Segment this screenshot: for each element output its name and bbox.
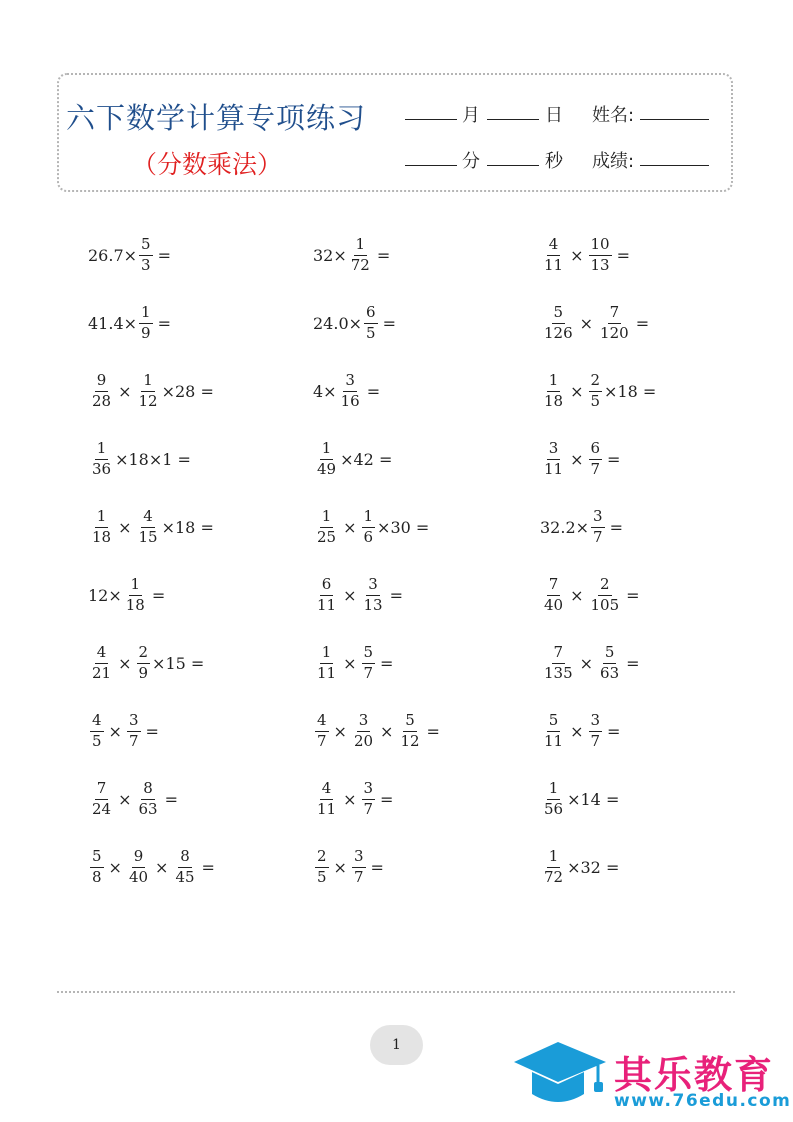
- fraction-denominator: 63: [138, 799, 158, 818]
- expression-text: =: [370, 857, 384, 877]
- fraction-numerator: 1: [129, 576, 143, 595]
- fraction: [315, 848, 329, 886]
- fraction: [542, 712, 565, 750]
- fraction: [362, 780, 376, 818]
- fraction-numerator: 8: [178, 848, 192, 867]
- fraction-numerator: 1: [547, 372, 561, 391]
- fraction: [173, 848, 196, 886]
- expression-text: ×: [343, 789, 357, 809]
- expression-text: =: [607, 721, 621, 741]
- problem-item: [540, 298, 652, 348]
- expression-text: =: [389, 585, 403, 605]
- fraction-denominator: 20: [353, 731, 374, 750]
- fraction: [90, 780, 113, 818]
- problem-item: [88, 502, 214, 552]
- expression-text: ×: [570, 721, 584, 741]
- problem-item: [88, 230, 174, 280]
- fraction-denominator: 7: [363, 663, 374, 682]
- fraction-denominator: 7: [317, 731, 327, 750]
- fraction: [315, 440, 338, 478]
- fraction: [315, 508, 338, 546]
- score-blank[interactable]: [640, 165, 709, 166]
- fraction: [315, 712, 329, 750]
- fraction: [589, 372, 603, 410]
- fraction-numerator: 4: [547, 236, 561, 255]
- problem-item: [540, 366, 656, 416]
- problem-item: [540, 502, 626, 552]
- fraction-numerator: 3: [362, 780, 376, 799]
- fraction: [137, 780, 160, 818]
- expression-text: ×: [118, 517, 132, 537]
- second-label: 秒: [545, 151, 563, 172]
- fraction: [362, 644, 376, 682]
- problem-item: [313, 842, 387, 892]
- fraction-numerator: 1: [320, 508, 334, 527]
- expression-text: ×: [155, 857, 169, 877]
- fraction-numerator: 7: [547, 576, 561, 595]
- fraction-numerator: 1: [320, 440, 334, 459]
- problem-item: [540, 638, 643, 688]
- fraction-denominator: 7: [363, 799, 374, 818]
- fraction-denominator: 18: [125, 595, 145, 614]
- expression-text: =: [157, 313, 171, 333]
- expression-text: ×14 =: [567, 789, 620, 809]
- fraction-numerator: 4: [95, 644, 109, 663]
- fraction: [542, 644, 575, 682]
- fraction-denominator: 5: [92, 731, 102, 750]
- fraction-numerator: 5: [362, 644, 376, 663]
- problem-item: [313, 706, 443, 756]
- fraction-numerator: 1: [95, 508, 109, 527]
- expression-text: 32×: [313, 245, 347, 265]
- problem-item: [313, 298, 399, 348]
- fraction: [542, 848, 565, 886]
- expression-text: 41.4×: [88, 313, 138, 333]
- minute-blank[interactable]: [405, 165, 457, 166]
- fraction: [90, 712, 104, 750]
- fraction-numerator: 7: [95, 780, 109, 799]
- problem-item: [88, 366, 214, 416]
- fraction: [127, 848, 150, 886]
- fraction-denominator: 13: [590, 255, 610, 274]
- fraction: [352, 712, 375, 750]
- fraction: [352, 848, 366, 886]
- fraction: [589, 712, 603, 750]
- fraction-denominator: 15: [138, 527, 158, 546]
- fraction-denominator: 11: [544, 731, 564, 750]
- expression-text: =: [164, 789, 178, 809]
- problem-item: [313, 230, 393, 280]
- fraction-denominator: 7: [353, 867, 364, 886]
- fraction-numerator: 5: [552, 304, 566, 323]
- fraction: [591, 508, 605, 546]
- expression-text: 32.2×: [540, 517, 590, 537]
- problem-item: [313, 570, 406, 620]
- fraction-denominator: 6: [363, 527, 374, 546]
- fraction-numerator: 4: [320, 780, 334, 799]
- fraction: [589, 236, 612, 274]
- expression-text: =: [382, 313, 396, 333]
- fraction-denominator: 11: [317, 663, 337, 682]
- fraction: [127, 712, 141, 750]
- month-label: 月: [462, 105, 480, 126]
- expression-text: ×: [333, 857, 347, 877]
- fraction-denominator: 11: [317, 595, 337, 614]
- fraction: [542, 236, 565, 274]
- expression-text: =: [157, 245, 171, 265]
- problem-item: [88, 434, 191, 484]
- expression-text: =: [201, 857, 215, 877]
- fraction-numerator: 4: [141, 508, 155, 527]
- fraction: [598, 304, 631, 342]
- expression-text: =: [380, 653, 394, 673]
- expression-text: ×: [570, 585, 584, 605]
- worksheet-title: 六下数学计算专项练习: [66, 101, 367, 135]
- expression-text: ×: [579, 313, 594, 333]
- fraction-numerator: 6: [589, 440, 603, 459]
- fraction-denominator: 45: [175, 867, 195, 886]
- problem-item: [540, 434, 623, 484]
- fraction: [315, 644, 338, 682]
- fraction: [90, 372, 113, 410]
- fraction-denominator: 24: [92, 799, 112, 818]
- fraction: [339, 372, 362, 410]
- fraction: [542, 304, 575, 342]
- fraction-denominator: 12: [138, 391, 158, 410]
- fraction-numerator: 1: [547, 848, 561, 867]
- problem-item: [313, 434, 392, 484]
- fraction-numerator: 2: [589, 372, 603, 391]
- fraction-numerator: 1: [95, 440, 109, 459]
- expression-text: =: [626, 585, 640, 605]
- fraction-denominator: 120: [600, 323, 629, 342]
- fraction-denominator: 21: [92, 663, 112, 682]
- brand-url: www.76edu.com: [614, 1091, 792, 1111]
- fraction: [364, 304, 378, 342]
- expression-text: =: [151, 585, 166, 605]
- expression-text: ×28 =: [161, 381, 214, 401]
- fraction-numerator: 2: [137, 644, 151, 663]
- fraction-denominator: 3: [141, 255, 151, 274]
- fraction-numerator: 1: [547, 780, 561, 799]
- fraction: [124, 576, 147, 614]
- fraction-numerator: 5: [139, 236, 153, 255]
- fraction-denominator: 135: [544, 663, 573, 682]
- expression-text: ×42 =: [340, 449, 393, 469]
- fraction-numerator: 4: [315, 712, 329, 731]
- fraction-numerator: 1: [139, 304, 153, 323]
- fraction-denominator: 56: [544, 799, 564, 818]
- expression-text: 26.7×: [88, 245, 138, 265]
- expression-text: ×18 =: [604, 381, 657, 401]
- expression-text: =: [616, 245, 630, 265]
- fraction-numerator: 3: [127, 712, 141, 731]
- expression-text: ×: [343, 517, 357, 537]
- fraction-numerator: 3: [547, 440, 561, 459]
- expression-text: ×: [108, 721, 122, 741]
- expression-text: 12×: [88, 585, 122, 605]
- problem-item: [313, 774, 396, 824]
- fraction: [542, 372, 565, 410]
- problem-item: [540, 774, 619, 824]
- fraction: [542, 576, 565, 614]
- fraction: [542, 780, 565, 818]
- fraction-numerator: 5: [547, 712, 561, 731]
- fraction-denominator: 72: [544, 867, 564, 886]
- fraction: [542, 440, 565, 478]
- fraction-denominator: 7: [128, 731, 139, 750]
- fraction-denominator: 28: [92, 391, 112, 410]
- expression-text: ×32 =: [567, 857, 620, 877]
- fraction-denominator: 40: [544, 595, 564, 614]
- fraction-denominator: 40: [128, 867, 149, 886]
- expression-text: =: [609, 517, 623, 537]
- fraction-denominator: 36: [92, 459, 112, 478]
- fraction-numerator: 4: [90, 712, 104, 731]
- problem-item: [313, 638, 396, 688]
- fraction-numerator: 5: [403, 712, 417, 731]
- fraction-denominator: 126: [544, 323, 573, 342]
- fraction-denominator: 49: [317, 459, 337, 478]
- problem-item: [88, 570, 168, 620]
- fraction: [90, 644, 113, 682]
- fraction-numerator: 1: [354, 236, 368, 255]
- problem-item: [88, 842, 218, 892]
- expression-text: ×: [570, 245, 584, 265]
- fraction: [589, 576, 622, 614]
- fraction: [137, 508, 160, 546]
- expression-text: ×: [118, 381, 132, 401]
- problem-item: [540, 570, 643, 620]
- expression-text: ×15 =: [152, 653, 205, 673]
- fraction: [90, 848, 104, 886]
- month-blank[interactable]: [405, 119, 457, 120]
- fraction-numerator: 6: [364, 304, 378, 323]
- expression-text: =: [426, 721, 440, 741]
- fraction-denominator: 7: [590, 459, 601, 478]
- footer-divider: [57, 991, 735, 993]
- expression-text: ×18 =: [161, 517, 214, 537]
- fraction-denominator: 5: [590, 391, 601, 410]
- expression-text: ×: [118, 653, 132, 673]
- fraction-numerator: 3: [352, 848, 366, 867]
- fraction: [139, 236, 153, 274]
- second-blank[interactable]: [487, 165, 539, 166]
- expression-text: ×: [108, 857, 122, 877]
- fraction-numerator: 3: [591, 508, 605, 527]
- expression-text: ×: [579, 653, 594, 673]
- fraction-numerator: 7: [608, 304, 622, 323]
- problem-item: [88, 298, 174, 348]
- expression-text: ×: [343, 653, 357, 673]
- expression-text: ×18×1 =: [115, 449, 191, 469]
- fraction-denominator: 16: [340, 391, 360, 410]
- expression-text: =: [626, 653, 640, 673]
- problem-item: [540, 706, 623, 756]
- problem-item: [540, 230, 633, 280]
- fraction-denominator: 63: [600, 663, 620, 682]
- fraction: [598, 644, 621, 682]
- fraction-numerator: 1: [320, 644, 334, 663]
- fraction-numerator: 5: [90, 848, 104, 867]
- name-blank[interactable]: [640, 119, 709, 120]
- fraction-denominator: 105: [590, 595, 620, 614]
- fraction-denominator: 5: [317, 867, 327, 886]
- expression-text: ×: [333, 721, 347, 741]
- worksheet-subtitle: （分数乘法）: [132, 150, 283, 179]
- problem-item: [88, 706, 162, 756]
- fraction-denominator: 18: [92, 527, 112, 546]
- expression-text: ×: [380, 721, 394, 741]
- score-label: 成绩:: [592, 151, 635, 172]
- fraction-denominator: 11: [317, 799, 337, 818]
- fraction-numerator: 3: [589, 712, 603, 731]
- expression-text: 24.0×: [313, 313, 363, 333]
- fraction: [398, 712, 421, 750]
- expression-text: ×: [570, 381, 584, 401]
- expression-text: =: [145, 721, 159, 741]
- fraction: [362, 508, 376, 546]
- brand-name: 其乐教育: [614, 1053, 775, 1097]
- fraction-numerator: 7: [552, 644, 566, 663]
- day-blank[interactable]: [487, 119, 539, 120]
- fraction-numerator: 3: [343, 372, 357, 391]
- fraction: [315, 576, 338, 614]
- fraction: [349, 236, 372, 274]
- problem-item: [540, 842, 619, 892]
- fraction-denominator: 11: [544, 255, 564, 274]
- fraction-numerator: 8: [141, 780, 155, 799]
- problem-item: [313, 502, 429, 552]
- expression-text: ×: [570, 449, 584, 469]
- fraction-numerator: 3: [357, 712, 371, 731]
- fraction-numerator: 6: [320, 576, 334, 595]
- fraction-numerator: 3: [366, 576, 380, 595]
- day-label: 日: [545, 105, 563, 126]
- fraction-denominator: 7: [593, 527, 603, 546]
- fraction-denominator: 11: [544, 459, 564, 478]
- fraction: [589, 440, 603, 478]
- fraction-denominator: 7: [590, 731, 601, 750]
- expression-text: ×: [343, 585, 357, 605]
- fraction: [137, 644, 151, 682]
- problem-item: [88, 774, 181, 824]
- fraction-numerator: 1: [141, 372, 155, 391]
- fraction-denominator: 5: [366, 323, 376, 342]
- problem-item: [88, 638, 204, 688]
- fraction: [139, 304, 153, 342]
- fraction-numerator: 5: [603, 644, 617, 663]
- graduation-cap-icon: [510, 1038, 610, 1114]
- fraction-denominator: 13: [363, 595, 383, 614]
- expression-text: =: [376, 245, 391, 265]
- minute-label: 分: [462, 151, 480, 172]
- fraction: [137, 372, 160, 410]
- expression-text: =: [635, 313, 650, 333]
- fraction-numerator: 9: [95, 372, 109, 391]
- expression-text: ×: [118, 789, 132, 809]
- fraction-denominator: 18: [544, 391, 564, 410]
- fraction-denominator: 8: [92, 867, 102, 886]
- expression-text: =: [366, 381, 381, 401]
- name-label: 姓名:: [592, 105, 635, 126]
- fraction-numerator: 2: [315, 848, 329, 867]
- fraction-denominator: 9: [141, 323, 151, 342]
- expression-text: ×30 =: [377, 517, 430, 537]
- expression-text: 4×: [313, 381, 337, 401]
- fraction-numerator: 2: [598, 576, 612, 595]
- fraction-denominator: 25: [317, 527, 337, 546]
- fraction: [315, 780, 338, 818]
- page-number: 1: [370, 1025, 423, 1065]
- fraction: [362, 576, 385, 614]
- fraction-denominator: 72: [350, 255, 370, 274]
- fraction-denominator: 12: [400, 731, 420, 750]
- fraction: [90, 508, 113, 546]
- expression-text: =: [607, 449, 621, 469]
- fraction-numerator: 1: [362, 508, 376, 527]
- fraction-numerator: 9: [132, 848, 146, 867]
- fraction-denominator: 9: [138, 663, 149, 682]
- fraction: [90, 440, 113, 478]
- problem-item: [313, 366, 383, 416]
- fraction-numerator: 10: [589, 236, 612, 255]
- expression-text: =: [380, 789, 394, 809]
